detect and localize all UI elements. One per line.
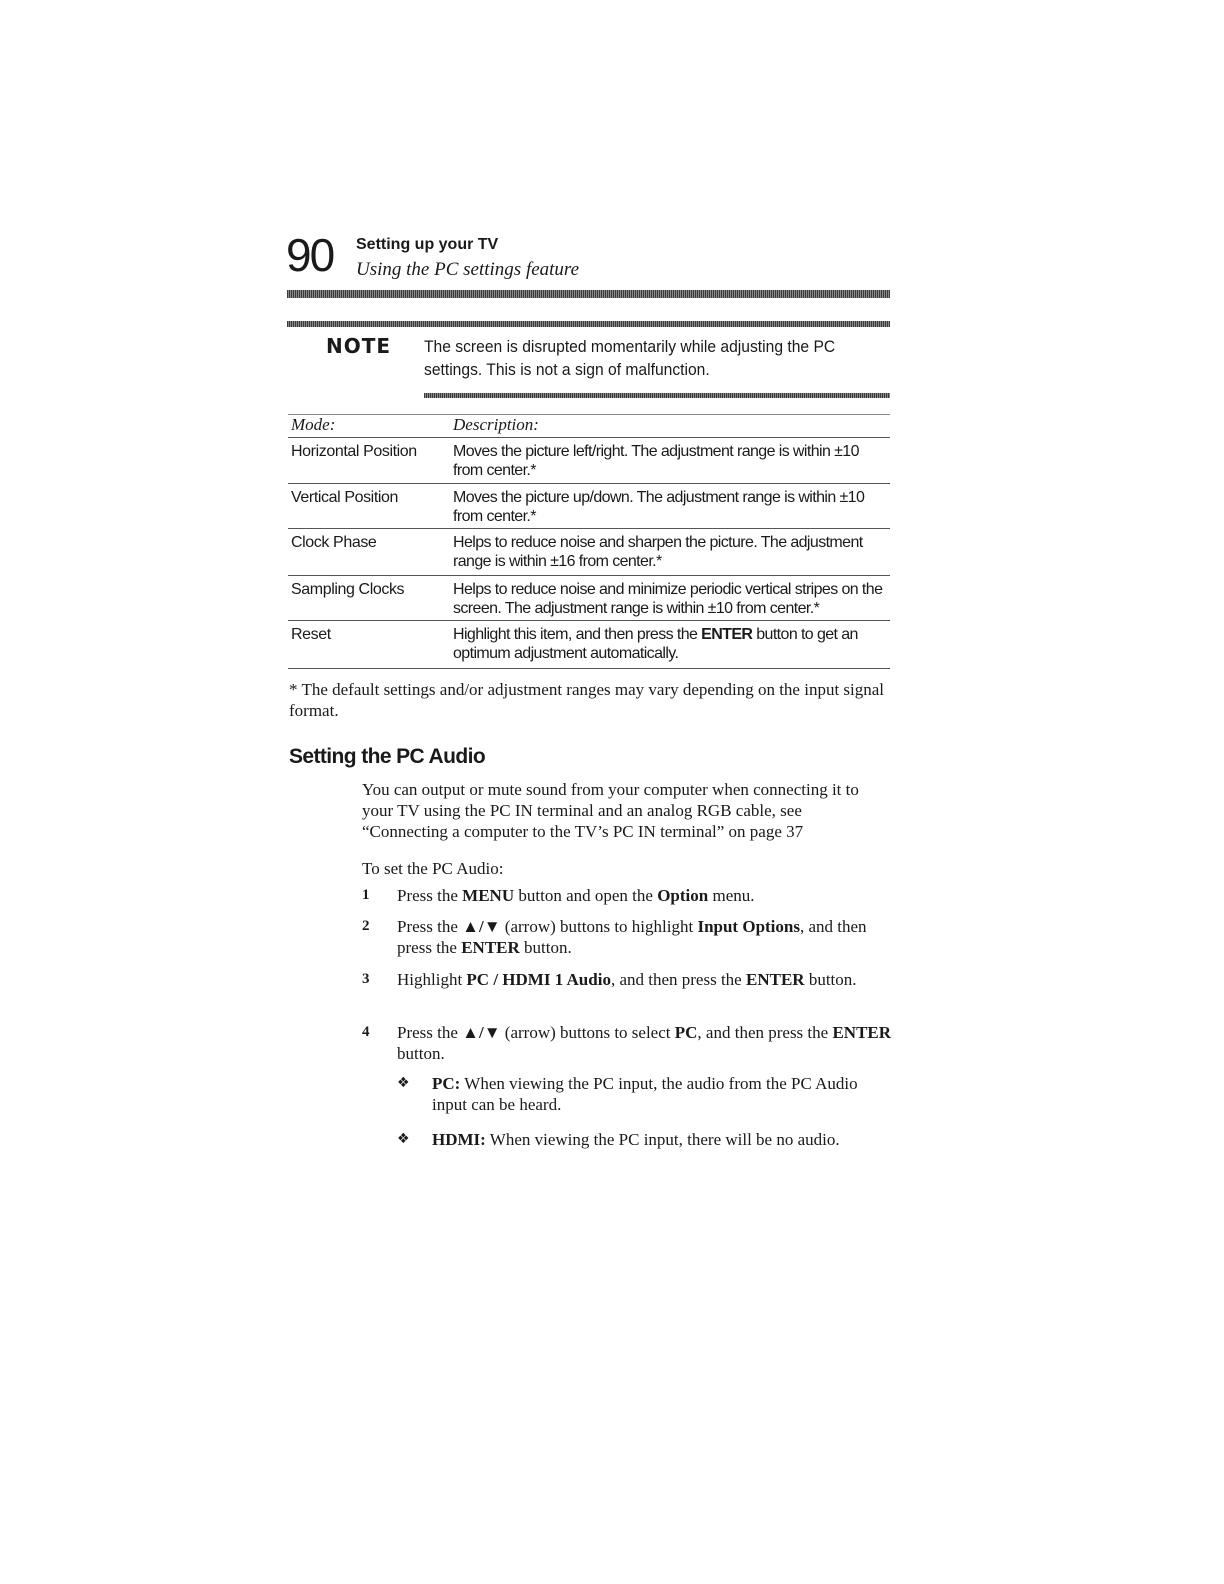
step-text-part: Press the (397, 886, 463, 905)
pc-keyword: PC (674, 1023, 698, 1042)
header-rule (287, 290, 890, 298)
mode-cell: Horizontal Position (291, 443, 417, 460)
step-text-part: button. (397, 1044, 445, 1063)
description-cell: Helps to reduce noise and sharpen the picture. The adjustment range is within ±16 from center.* (453, 534, 863, 570)
step-text-part: button. (519, 938, 572, 957)
note-top-rule (287, 321, 890, 327)
step-text-part: button and open the (514, 886, 658, 905)
step-number: 1 (362, 887, 370, 903)
step-text-part: Press the (397, 917, 463, 936)
procedure-lead-in: To set the PC Audio: (362, 859, 504, 878)
description-cell: Helps to reduce noise and minimize periodic vertical stripes on the screen. The adjustment range is within ±10 from center.* (453, 581, 883, 617)
step-number: 4 (362, 1024, 370, 1040)
step-text-part: Highlight (397, 970, 467, 989)
description-text: Highlight this item, and then press the (453, 626, 702, 643)
bullet-text (432, 1129, 877, 1150)
table-row (288, 576, 890, 621)
menu-keyword: MENU (462, 886, 515, 905)
section-heading: Setting the PC Audio (289, 745, 486, 768)
option-keyword: Option (657, 886, 709, 905)
enter-keyword: ENTER (745, 970, 805, 989)
bullet-description: When viewing the PC input, the audio from the PC Audio input can be heard. (432, 1074, 858, 1114)
step-number: 2 (362, 918, 370, 934)
pc-settings-table (288, 414, 890, 669)
diamond-bullet-icon: ❖ (397, 1131, 410, 1147)
table-row (288, 484, 890, 529)
diamond-bullet-icon: ❖ (397, 1075, 410, 1091)
arrow-keys-icon: ▲/▼ (462, 917, 501, 936)
table-header-description: Description: (453, 415, 539, 434)
description-cell: Moves the picture up/down. The adjustment range is within ±10 from center.* (453, 489, 865, 525)
input-options-keyword: Input Options (697, 917, 800, 936)
pc-hdmi-audio-keyword: PC / HDMI 1 Audio (466, 970, 611, 989)
bullet-text (432, 1073, 877, 1115)
step-text (397, 969, 892, 990)
step-text-part: menu. (708, 886, 755, 905)
enter-keyword: ENTER (832, 1023, 892, 1042)
description-cell (453, 625, 890, 668)
running-header-title: Setting up your TV (356, 236, 499, 253)
step-text-part: , and then press the (610, 970, 746, 989)
bullet-label: HDMI: (432, 1130, 486, 1149)
table-header-row (288, 414, 890, 438)
enter-keyword: ENTER (701, 626, 753, 643)
step-text (397, 1022, 892, 1064)
table-row (288, 621, 890, 669)
arrow-keys-icon: ▲/▼ (462, 1023, 501, 1042)
step-text-part: (arrow) buttons to highlight (500, 917, 698, 936)
step-text-part: , and then press the (397, 917, 867, 957)
step-number: 3 (362, 971, 370, 987)
table-header-mode: Mode: (291, 415, 336, 434)
note-bottom-rule (424, 393, 890, 398)
step-text-part: Press the (397, 1023, 463, 1042)
running-header-subtitle: Using the PC settings feature (356, 259, 580, 280)
bullet-label: PC: (432, 1074, 461, 1093)
section-intro: You can output or mute sound from your computer when connecting it to your TV using the PC IN terminal and an analog RGB cable, see “Connecting a computer to the TV’s PC IN terminal” on page 37 (362, 780, 859, 841)
mode-cell: Sampling Clocks (291, 581, 405, 598)
description-text: button to get an optimum adjustment automatically. (453, 626, 858, 662)
enter-keyword: ENTER (461, 938, 520, 957)
step-text (397, 885, 892, 906)
mode-cell: Reset (291, 626, 331, 643)
page-number: 90 (286, 229, 334, 281)
step-text-part: , and then press the (697, 1023, 833, 1042)
table-row (288, 438, 890, 484)
description-cell: Moves the picture left/right. The adjustment range is within ±10 from center.* (453, 443, 859, 479)
step-text-part: button. (804, 970, 857, 989)
step-text-part: (arrow) buttons to select (500, 1023, 675, 1042)
table-row (288, 529, 890, 576)
bullet-description: When viewing the PC input, there will be no audio. (485, 1130, 840, 1149)
mode-cell: Clock Phase (291, 534, 377, 551)
table-footnote: * The default settings and/or adjustment ranges may vary depending on the input signal format. (289, 680, 885, 720)
note-text: The screen is disrupted momentarily while adjusting the PC settings. This is not a sign of malfunction. (424, 337, 836, 379)
step-text (397, 916, 892, 958)
note-label: NOTE (326, 334, 392, 358)
mode-cell: Vertical Position (291, 489, 399, 506)
